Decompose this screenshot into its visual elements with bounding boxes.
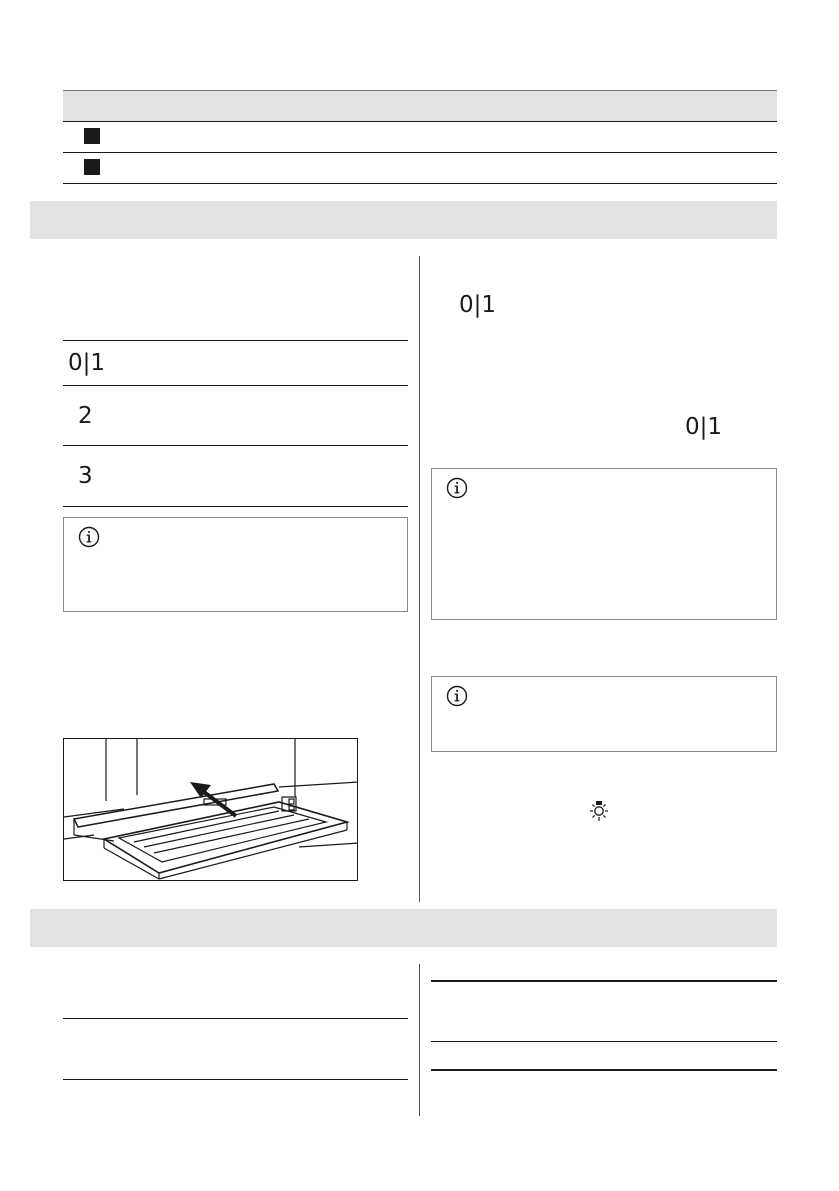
lower-left-rule bbox=[63, 1079, 408, 1080]
row-marker-square bbox=[84, 128, 100, 144]
section-header-band bbox=[30, 909, 777, 947]
lower-right-rule bbox=[431, 980, 777, 982]
info-icon bbox=[446, 685, 468, 707]
top-table-rule bbox=[63, 183, 777, 184]
speed-2-symbol: 2 bbox=[78, 403, 93, 429]
on-off-symbol: 0|1 bbox=[68, 350, 106, 376]
section-header-band bbox=[30, 201, 777, 239]
lower-left-rule bbox=[63, 1018, 408, 1019]
column-divider bbox=[419, 964, 420, 1116]
info-note-box bbox=[63, 517, 408, 612]
on-off-symbol: 0|1 bbox=[685, 414, 723, 440]
info-icon bbox=[78, 526, 100, 548]
top-table-rule bbox=[63, 121, 777, 122]
column-divider bbox=[419, 256, 420, 902]
lower-right-rule bbox=[431, 1069, 777, 1071]
speed-table-rule bbox=[63, 506, 408, 507]
top-table-rule bbox=[63, 90, 777, 91]
info-icon bbox=[446, 477, 468, 499]
speed-table-rule bbox=[63, 445, 408, 446]
on-off-symbol: 0|1 bbox=[459, 292, 497, 318]
speed-table-rule bbox=[63, 340, 408, 341]
lower-right-rule bbox=[431, 1041, 777, 1042]
info-note-box bbox=[431, 468, 777, 620]
light-icon bbox=[588, 800, 610, 824]
speed-table-rule bbox=[63, 385, 408, 386]
row-marker-square bbox=[84, 159, 100, 175]
speed-3-symbol: 3 bbox=[78, 463, 93, 489]
info-note-box bbox=[431, 676, 777, 752]
hood-illustration bbox=[63, 738, 358, 881]
top-table-rule bbox=[63, 152, 777, 153]
top-table-header bbox=[63, 91, 777, 121]
